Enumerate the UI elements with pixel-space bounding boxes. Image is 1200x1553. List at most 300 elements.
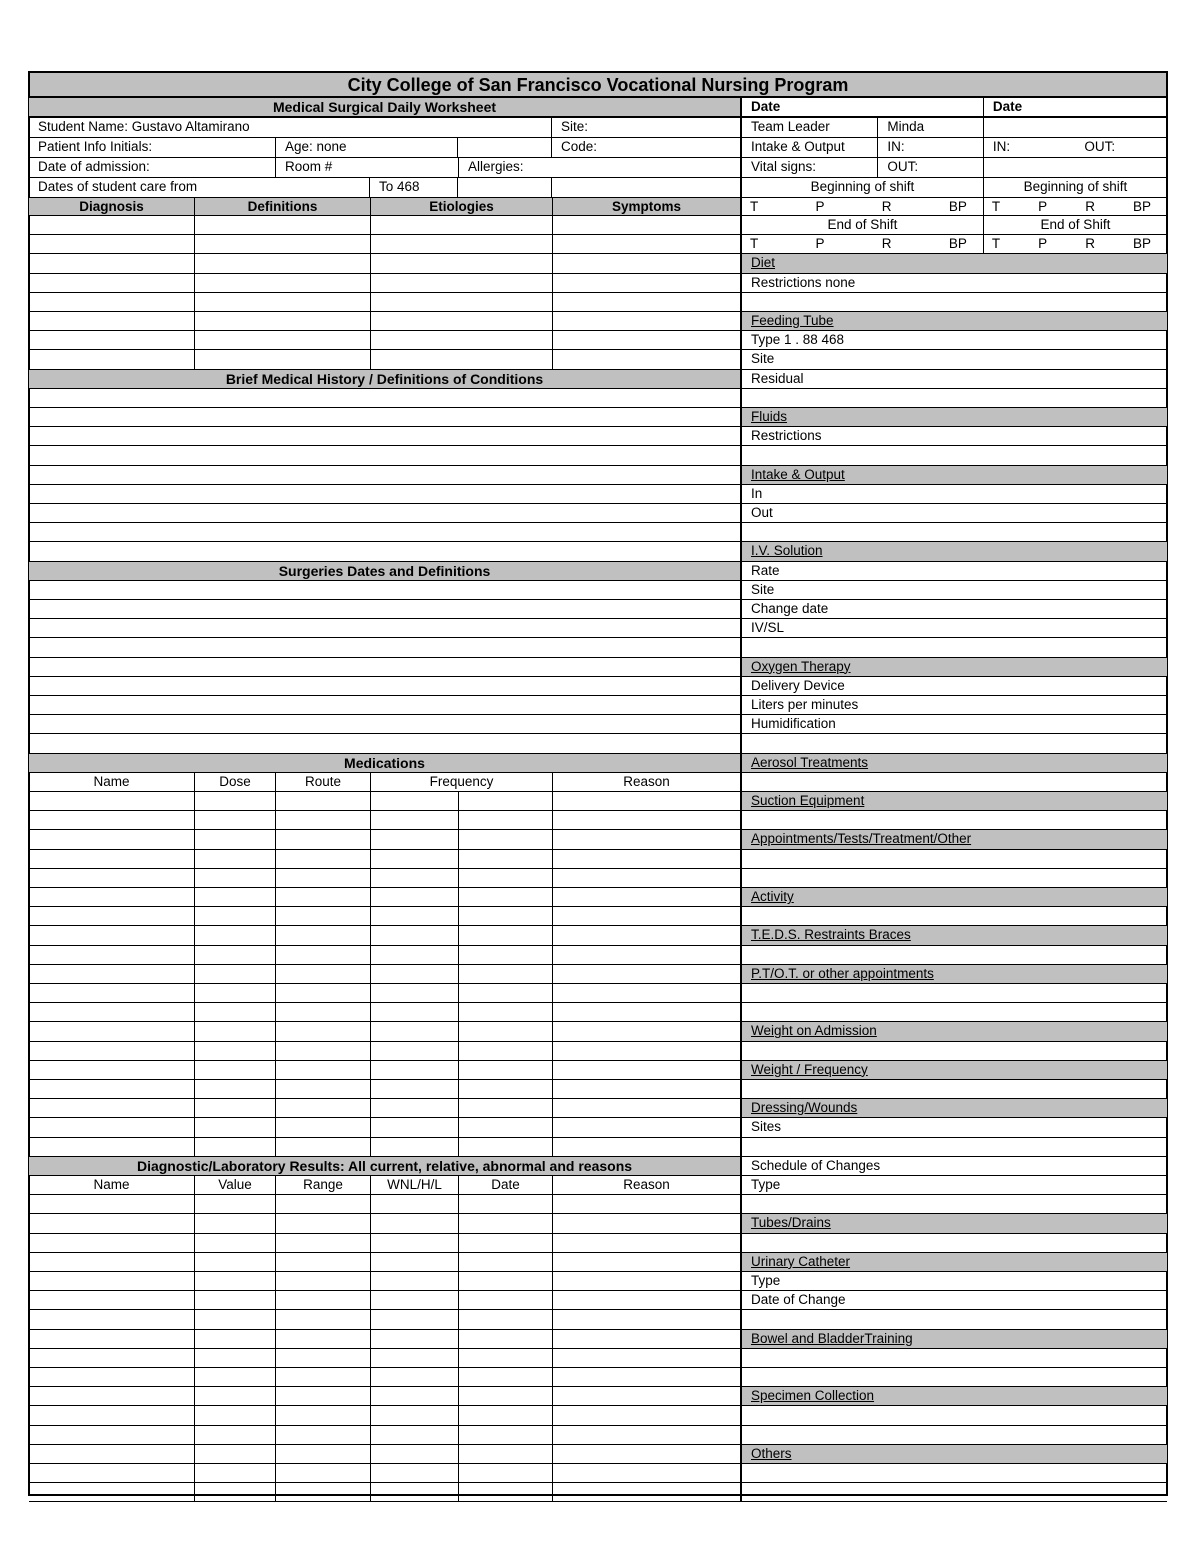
table-cell[interactable] [553, 1080, 740, 1098]
table-cell[interactable] [459, 1387, 553, 1405]
table-cell[interactable] [553, 1445, 740, 1463]
table-cell[interactable] [29, 1483, 195, 1501]
table-cell[interactable] [371, 1214, 459, 1232]
field-line[interactable] [742, 1483, 1167, 1501]
field-line[interactable]: Rate [751, 562, 780, 578]
table-cell[interactable] [371, 254, 553, 272]
table-cell[interactable] [195, 1445, 276, 1463]
text-line[interactable] [29, 523, 740, 541]
table-cell[interactable] [29, 926, 195, 944]
table-cell[interactable] [553, 1099, 740, 1117]
table-cell[interactable] [371, 1272, 459, 1290]
table-cell[interactable] [29, 1272, 195, 1290]
table-cell[interactable] [195, 850, 276, 868]
table-cell[interactable] [371, 1195, 459, 1213]
table-cell[interactable] [29, 792, 195, 810]
table-cell[interactable] [371, 1253, 459, 1271]
team-leader-value[interactable]: Minda [878, 118, 984, 137]
table-cell[interactable] [371, 1138, 459, 1156]
table-cell[interactable] [371, 869, 459, 887]
field-line[interactable] [742, 1138, 1167, 1156]
table-cell[interactable] [29, 1349, 195, 1367]
table-cell[interactable] [553, 811, 740, 829]
text-line[interactable] [29, 734, 740, 752]
table-cell[interactable] [371, 331, 553, 349]
table-cell[interactable] [459, 1099, 553, 1117]
field-line[interactable]: Out [751, 505, 773, 520]
table-cell[interactable] [276, 1022, 371, 1040]
table-cell[interactable] [276, 1234, 371, 1252]
table-cell[interactable] [195, 1118, 276, 1136]
table-cell[interactable] [553, 965, 740, 983]
table-cell[interactable] [553, 1272, 740, 1290]
table-cell[interactable] [195, 1291, 276, 1309]
table-cell[interactable] [553, 350, 740, 368]
table-cell[interactable] [371, 1080, 459, 1098]
table-cell[interactable] [459, 1234, 553, 1252]
table-cell[interactable] [553, 331, 740, 349]
text-line[interactable] [29, 504, 740, 522]
table-cell[interactable] [276, 1099, 371, 1117]
table-cell[interactable] [553, 1387, 740, 1405]
table-cell[interactable] [371, 850, 459, 868]
table-cell[interactable] [553, 1330, 740, 1348]
table-cell[interactable] [371, 216, 553, 234]
table-cell[interactable] [276, 888, 371, 906]
table-cell[interactable] [553, 235, 740, 253]
table-cell[interactable] [29, 830, 195, 848]
table-cell[interactable] [553, 1349, 740, 1367]
field-line[interactable] [742, 1310, 1167, 1328]
table-cell[interactable] [276, 1349, 371, 1367]
site-field[interactable]: Site: [561, 119, 589, 134]
table-cell[interactable] [371, 350, 553, 368]
table-cell[interactable] [195, 293, 371, 311]
table-cell[interactable] [459, 1445, 553, 1463]
table-cell[interactable] [195, 1234, 276, 1252]
table-cell[interactable] [195, 1138, 276, 1156]
field-line[interactable]: IV/SL [751, 620, 785, 636]
table-cell[interactable] [29, 907, 195, 925]
table-cell[interactable] [195, 984, 276, 1002]
field-line[interactable] [742, 293, 1167, 311]
table-cell[interactable] [459, 1426, 553, 1444]
table-cell[interactable] [276, 792, 371, 810]
table-cell[interactable] [276, 850, 371, 868]
table-cell[interactable] [371, 811, 459, 829]
vitals-end-2[interactable] [984, 235, 1167, 253]
table-cell[interactable] [29, 1234, 195, 1252]
table-cell[interactable] [276, 1291, 371, 1309]
table-cell[interactable] [29, 350, 195, 368]
table-cell[interactable] [29, 1061, 195, 1079]
table-cell[interactable] [371, 792, 459, 810]
table-cell[interactable] [195, 1387, 276, 1405]
table-cell[interactable] [29, 984, 195, 1002]
table-cell[interactable] [459, 1483, 553, 1501]
table-cell[interactable] [29, 965, 195, 983]
care-from[interactable]: Dates of student care from [29, 178, 370, 197]
table-cell[interactable] [459, 1042, 553, 1060]
table-cell[interactable] [195, 1310, 276, 1328]
text-line[interactable] [29, 427, 740, 445]
table-cell[interactable] [371, 1310, 459, 1328]
table-cell[interactable] [29, 235, 195, 253]
field-line[interactable] [742, 1080, 1167, 1098]
table-cell[interactable] [459, 1272, 553, 1290]
table-cell[interactable] [459, 792, 553, 810]
table-cell[interactable] [195, 869, 276, 887]
table-cell[interactable] [371, 293, 553, 311]
table-cell[interactable] [195, 1003, 276, 1021]
table-cell[interactable] [29, 1253, 195, 1271]
table-cell[interactable] [371, 830, 459, 848]
table-cell[interactable] [371, 984, 459, 1002]
out-field-2[interactable]: OUT: [1084, 139, 1116, 154]
field-line[interactable] [742, 869, 1167, 887]
table-cell[interactable] [371, 274, 553, 292]
table-cell[interactable] [371, 1022, 459, 1040]
table-cell[interactable] [276, 1118, 371, 1136]
table-cell[interactable] [553, 274, 740, 292]
table-cell[interactable] [553, 1483, 740, 1501]
table-cell[interactable] [371, 1426, 459, 1444]
field-line[interactable] [742, 1195, 1167, 1213]
table-cell[interactable] [29, 254, 195, 272]
table-cell[interactable] [459, 946, 553, 964]
field-line[interactable]: Liters per minutes [751, 697, 859, 712]
table-cell[interactable] [459, 1368, 553, 1386]
table-cell[interactable] [276, 830, 371, 848]
table-cell[interactable] [195, 1042, 276, 1060]
text-line[interactable] [29, 619, 740, 637]
room-field[interactable]: Room # [285, 159, 333, 174]
table-cell[interactable] [553, 1406, 740, 1424]
vitals-begin-2[interactable] [984, 198, 1167, 215]
table-cell[interactable] [276, 1445, 371, 1463]
table-cell[interactable] [276, 1061, 371, 1079]
text-line[interactable] [29, 696, 740, 714]
table-cell[interactable] [553, 1291, 740, 1309]
table-cell[interactable] [371, 1118, 459, 1136]
field-line[interactable] [742, 907, 1167, 925]
table-cell[interactable] [371, 1234, 459, 1252]
table-cell[interactable] [459, 907, 553, 925]
table-cell[interactable] [553, 1464, 740, 1482]
table-cell[interactable] [553, 1138, 740, 1156]
table-cell[interactable] [371, 1483, 459, 1501]
field-line[interactable] [742, 1426, 1167, 1444]
field-line[interactable]: Change date [751, 601, 829, 616]
table-cell[interactable] [459, 811, 553, 829]
text-line[interactable] [29, 677, 740, 695]
table-cell[interactable] [553, 926, 740, 944]
text-line[interactable] [29, 542, 740, 560]
table-cell[interactable] [29, 946, 195, 964]
table-cell[interactable] [371, 1061, 459, 1079]
table-cell[interactable] [195, 1483, 276, 1501]
table-cell[interactable] [553, 216, 740, 234]
date-value-2[interactable] [984, 118, 1167, 137]
table-cell[interactable] [29, 1387, 195, 1405]
admission-date[interactable]: Date of admission: [29, 158, 276, 177]
out-field-1[interactable]: OUT: [878, 158, 984, 177]
table-cell[interactable] [195, 1022, 276, 1040]
table-cell[interactable] [553, 1022, 740, 1040]
table-cell[interactable] [553, 1195, 740, 1213]
table-cell[interactable] [195, 1253, 276, 1271]
table-cell[interactable] [553, 1214, 740, 1232]
table-cell[interactable] [276, 1330, 371, 1348]
table-cell[interactable] [195, 1272, 276, 1290]
table-cell[interactable] [459, 1003, 553, 1021]
table-cell[interactable] [371, 1387, 459, 1405]
table-cell[interactable] [371, 1445, 459, 1463]
table-cell[interactable] [195, 1080, 276, 1098]
vitals-begin-1[interactable] [742, 198, 984, 215]
table-cell[interactable] [553, 1118, 740, 1136]
field-line[interactable] [742, 734, 1167, 752]
table-cell[interactable] [29, 1445, 195, 1463]
table-cell[interactable] [371, 1406, 459, 1424]
table-cell[interactable] [553, 907, 740, 925]
field-line[interactable] [742, 1349, 1167, 1367]
field-line[interactable] [742, 638, 1167, 656]
table-cell[interactable] [276, 1003, 371, 1021]
table-cell[interactable] [29, 1406, 195, 1424]
table-cell[interactable] [371, 926, 459, 944]
table-cell[interactable] [553, 1426, 740, 1444]
age-field[interactable]: Age: none [276, 138, 458, 157]
table-cell[interactable] [29, 1368, 195, 1386]
table-cell[interactable] [371, 235, 553, 253]
field-line[interactable] [742, 1464, 1167, 1482]
text-line[interactable] [29, 389, 740, 407]
field-line[interactable] [742, 1234, 1167, 1252]
table-cell[interactable] [195, 1195, 276, 1213]
field-line[interactable]: Restrictions none [751, 274, 856, 290]
blank-cell[interactable] [458, 178, 552, 197]
field-line[interactable]: Sites [751, 1119, 782, 1135]
in-field-1[interactable]: IN: [878, 138, 984, 157]
table-cell[interactable] [276, 965, 371, 983]
table-cell[interactable] [553, 888, 740, 906]
table-cell[interactable] [195, 1464, 276, 1482]
table-cell[interactable] [195, 1214, 276, 1232]
table-cell[interactable] [371, 1003, 459, 1021]
table-cell[interactable] [459, 850, 553, 868]
table-cell[interactable] [29, 869, 195, 887]
table-cell[interactable] [276, 869, 371, 887]
table-cell[interactable] [276, 1310, 371, 1328]
table-cell[interactable] [195, 946, 276, 964]
table-cell[interactable] [276, 1483, 371, 1501]
table-cell[interactable] [459, 1406, 553, 1424]
table-cell[interactable] [195, 235, 371, 253]
field-line[interactable] [742, 811, 1167, 829]
field-line[interactable]: Date of Change [751, 1292, 846, 1308]
table-cell[interactable] [195, 254, 371, 272]
table-cell[interactable] [553, 254, 740, 272]
text-line[interactable] [29, 446, 740, 464]
text-line[interactable] [29, 638, 740, 656]
table-cell[interactable] [29, 1118, 195, 1136]
table-cell[interactable] [276, 907, 371, 925]
table-cell[interactable] [276, 1464, 371, 1482]
table-cell[interactable] [276, 1138, 371, 1156]
table-cell[interactable] [29, 216, 195, 234]
table-cell[interactable] [553, 984, 740, 1002]
table-cell[interactable] [195, 1330, 276, 1348]
field-line[interactable] [742, 946, 1167, 964]
blank-cell[interactable] [984, 158, 1167, 177]
table-cell[interactable] [195, 926, 276, 944]
table-cell[interactable] [276, 1426, 371, 1444]
code-field[interactable]: Code: [561, 139, 598, 154]
blank-cell[interactable] [552, 178, 740, 197]
table-cell[interactable] [459, 1253, 553, 1271]
table-cell[interactable] [29, 1022, 195, 1040]
table-cell[interactable] [29, 1080, 195, 1098]
field-line[interactable] [742, 389, 1167, 407]
table-cell[interactable] [276, 1272, 371, 1290]
text-line[interactable] [29, 466, 740, 484]
table-cell[interactable] [29, 293, 195, 311]
field-line[interactable]: Schedule of Changes [751, 1157, 881, 1173]
table-cell[interactable] [459, 984, 553, 1002]
table-cell[interactable] [459, 1022, 553, 1040]
table-cell[interactable] [29, 888, 195, 906]
field-line[interactable] [742, 1406, 1167, 1424]
table-cell[interactable] [276, 946, 371, 964]
table-cell[interactable] [276, 1214, 371, 1232]
table-cell[interactable] [553, 792, 740, 810]
in-field-2[interactable]: IN: [992, 139, 1011, 154]
table-cell[interactable] [195, 830, 276, 848]
allergies-field[interactable]: Allergies: [458, 158, 740, 177]
table-cell[interactable] [195, 1349, 276, 1367]
table-cell[interactable] [195, 1061, 276, 1079]
table-cell[interactable] [29, 1291, 195, 1309]
table-cell[interactable] [459, 1291, 553, 1309]
table-cell[interactable] [553, 1061, 740, 1079]
field-line[interactable] [742, 984, 1167, 1002]
table-cell[interactable] [29, 331, 195, 349]
vitals-end-1[interactable] [742, 235, 984, 253]
table-cell[interactable] [371, 1042, 459, 1060]
table-cell[interactable] [459, 1214, 553, 1232]
table-cell[interactable] [195, 907, 276, 925]
field-line[interactable]: Residual [751, 370, 804, 386]
table-cell[interactable] [29, 1464, 195, 1482]
table-cell[interactable] [276, 1387, 371, 1405]
table-cell[interactable] [371, 1291, 459, 1309]
text-line[interactable] [29, 715, 740, 733]
field-line[interactable]: Delivery Device [751, 677, 845, 693]
text-line[interactable] [29, 581, 740, 599]
table-cell[interactable] [195, 1368, 276, 1386]
table-cell[interactable] [29, 1426, 195, 1444]
field-line[interactable]: Site [751, 581, 775, 597]
table-cell[interactable] [459, 869, 553, 887]
table-cell[interactable] [276, 1406, 371, 1424]
table-cell[interactable] [195, 350, 371, 368]
table-cell[interactable] [29, 1138, 195, 1156]
table-cell[interactable] [371, 965, 459, 983]
table-cell[interactable] [195, 274, 371, 292]
field-line[interactable]: Type 1 . 88 468 [751, 332, 845, 348]
table-cell[interactable] [29, 274, 195, 292]
field-line[interactable]: Humidification [751, 716, 836, 732]
table-cell[interactable] [195, 811, 276, 829]
table-cell[interactable] [553, 1003, 740, 1021]
table-cell[interactable] [553, 1234, 740, 1252]
table-cell[interactable] [459, 1118, 553, 1136]
text-line[interactable] [29, 485, 740, 503]
table-cell[interactable] [276, 1080, 371, 1098]
table-cell[interactable] [29, 1330, 195, 1348]
table-cell[interactable] [371, 1349, 459, 1367]
table-cell[interactable] [371, 1330, 459, 1348]
table-cell[interactable] [553, 312, 740, 330]
table-cell[interactable] [195, 312, 371, 330]
text-line[interactable] [29, 658, 740, 676]
table-cell[interactable] [29, 1042, 195, 1060]
field-line[interactable] [742, 1368, 1167, 1386]
table-cell[interactable] [371, 1099, 459, 1117]
table-cell[interactable] [29, 1099, 195, 1117]
field-line[interactable]: Type [751, 1273, 781, 1288]
table-cell[interactable] [459, 1061, 553, 1079]
table-cell[interactable] [553, 293, 740, 311]
table-cell[interactable] [276, 811, 371, 829]
field-line[interactable] [742, 446, 1167, 464]
field-line[interactable] [742, 850, 1167, 868]
table-cell[interactable] [459, 1195, 553, 1213]
table-cell[interactable] [553, 869, 740, 887]
table-cell[interactable] [276, 1195, 371, 1213]
care-to[interactable]: To 468 [370, 178, 458, 197]
table-cell[interactable] [195, 216, 371, 234]
field-line[interactable] [742, 1003, 1167, 1021]
table-cell[interactable] [459, 1330, 553, 1348]
table-cell[interactable] [29, 1195, 195, 1213]
table-cell[interactable] [459, 1138, 553, 1156]
table-cell[interactable] [29, 312, 195, 330]
patient-initials[interactable]: Patient Info Initials: [29, 138, 276, 157]
table-cell[interactable] [459, 1310, 553, 1328]
table-cell[interactable] [459, 1464, 553, 1482]
table-cell[interactable] [371, 1464, 459, 1482]
table-cell[interactable] [371, 888, 459, 906]
table-cell[interactable] [195, 792, 276, 810]
table-cell[interactable] [29, 1003, 195, 1021]
field-line[interactable]: Restrictions [751, 428, 822, 444]
student-name[interactable]: Student Name: Gustavo Altamirano [29, 118, 552, 137]
table-cell[interactable] [276, 1042, 371, 1060]
table-cell[interactable] [459, 888, 553, 906]
table-cell[interactable] [459, 965, 553, 983]
text-line[interactable] [29, 408, 740, 426]
table-cell[interactable] [371, 312, 553, 330]
table-cell[interactable] [195, 1099, 276, 1117]
table-cell[interactable] [553, 1310, 740, 1328]
table-cell[interactable] [459, 830, 553, 848]
table-cell[interactable] [29, 811, 195, 829]
table-cell[interactable] [459, 1349, 553, 1367]
table-cell[interactable] [195, 965, 276, 983]
table-cell[interactable] [276, 1368, 371, 1386]
